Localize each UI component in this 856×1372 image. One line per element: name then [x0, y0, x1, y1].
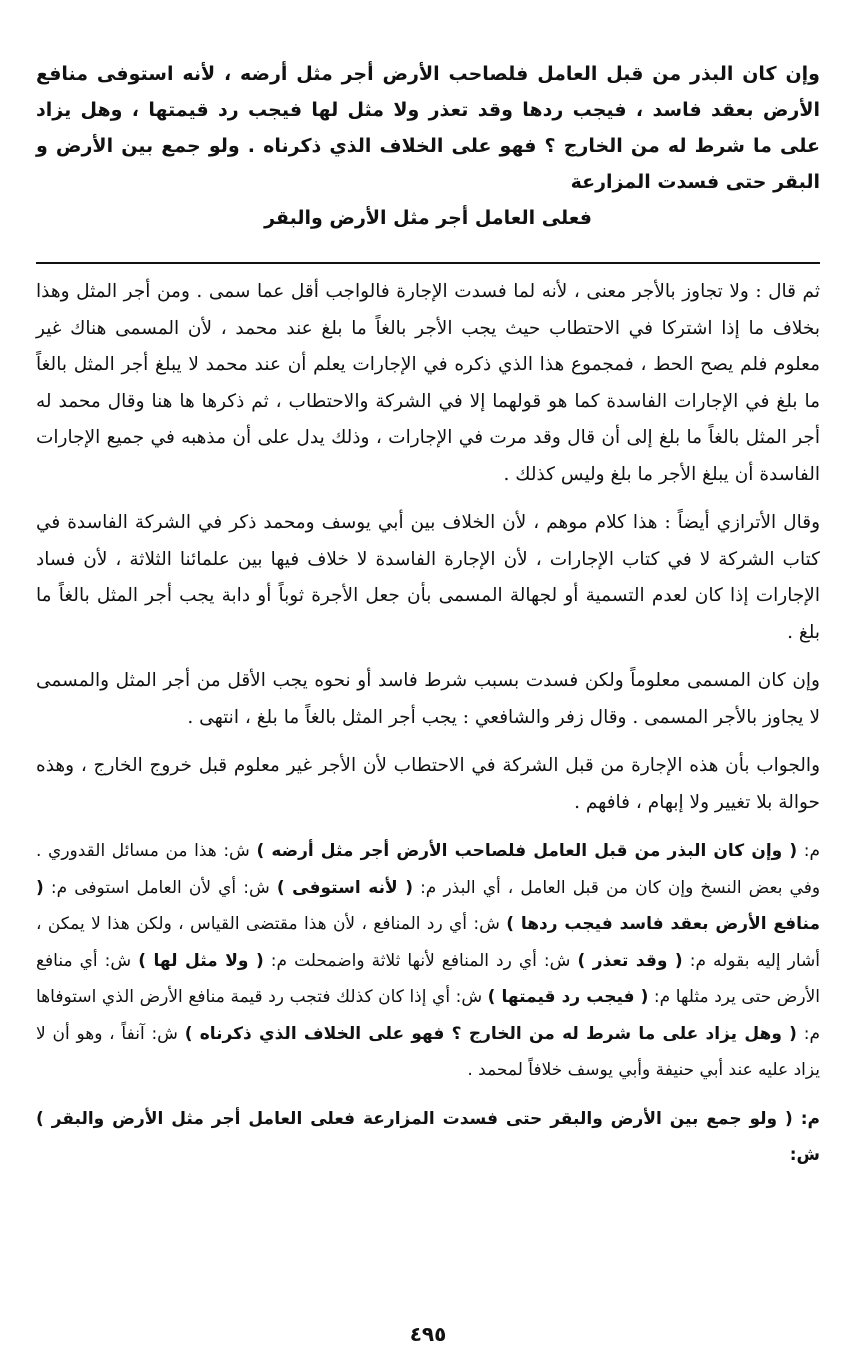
quoted-matn: ( منافع الأرض بعقد فاسد فيجب ردها )	[36, 877, 821, 934]
main-text: وإن كان البذر من قبل العامل فلصاحب الأرض أجر مثل أرضه ، لأنه استوفى منافع الأرض بعقد فاسد ، فيجب ردها وقد تعذر ولا مثل لها فيجب رد قيمتها ، وهل يزاد على ما شرط له من الخارج ؟ فهو على الخلاف الذي ذكرناه . ولو جمع بين الأرض و البقر حتى فسدت المزارعة	[36, 63, 820, 193]
sharh-text: ش: أي لأن العامل استوفى	[74, 877, 270, 898]
matn-marker: م:	[653, 987, 671, 1007]
sharh-text: ش: هذا من مسائل القدوري . وفي بعض النسخ وإن كان من قبل العامل ، أي البذر	[36, 841, 821, 898]
sharh-text: ش: أي رد المنافع لأنها ثلاثة واضمحلت	[294, 950, 571, 971]
separator-line	[36, 262, 820, 264]
quoted-matn: ( فيجب رد قيمتها )	[487, 987, 649, 1007]
matn-marker: م:	[803, 1023, 820, 1044]
matn-marker: م:	[270, 950, 288, 971]
commentary-block	[36, 274, 820, 1186]
final-matn-line: م: ( ولو جمع بين الأرض والبقر حتى فسدت المزارعة فعلى العامل أجر مثل الأرض والبقر ) ش:	[36, 1108, 820, 1165]
quoted-matn: ( ولا مثل لها )	[138, 950, 264, 971]
page-number: ٤٩٥	[409, 1322, 447, 1346]
matn-marker: م:	[689, 950, 707, 971]
annotated-paragraph	[36, 833, 820, 1089]
main-text-last-line: فعلى العامل أجر مثل الأرض والبقر	[264, 207, 592, 229]
quoted-matn: ( وإن كان البذر من قبل العامل فلصاحب الأرض أجر مثل أرضه )	[256, 841, 798, 861]
sharh-text: ش: أي رد المنافع ، لأن هذا مقتضى القياس ، ولكن هذا لا يمكن ، أشار إليه بقوله	[36, 914, 821, 971]
commentary-paragraph-3: وإن كان المسمى معلوماً ولكن فسدت بسبب شرط فاسد أو نحوه يجب الأقل من أجر المثل والمسمى لا يجاوز بالأجر المسمى . وقال زفر والشافعي : يجب أجر المثل بالغاً ما بلغ ، انتهى .	[36, 670, 820, 728]
quoted-matn: ( لأنه استوفى )	[276, 877, 413, 898]
sharh-text: ش: آنفاً ، وهو أن لا يزاد عليه عند أبي حنيفة وأبي يوسف خلافاً لمحمد .	[36, 1023, 820, 1080]
sharh-text: ش: أي منافع الأرض حتى يرد مثلها	[36, 950, 820, 1007]
main-text-block	[36, 56, 820, 240]
matn-marker: م:	[420, 877, 437, 898]
matn-marker: م:	[50, 877, 68, 898]
quoted-matn: ( وقد تعذر )	[577, 950, 683, 971]
commentary-paragraph-4: والجواب بأن هذه الإجارة من قبل الشركة في الاحتطاب لأن الأجر غير معلوم قبل خروج الخارج ، وهذه حوالة بلا تغيير ولا إبهام ، فافهم .	[36, 755, 820, 813]
quoted-matn: ( وهل يزاد على ما شرط له من الخارج ؟ فهو على الخلاف الذي ذكرناه )	[184, 1023, 797, 1044]
sharh-text: ش: أي إذا كان كذلك فتجب رد قيمة منافع الأرض الذي استوفاها	[36, 987, 483, 1007]
commentary-paragraph-2: وقال الأترازي أيضاً : هذا كلام موهم ، لأن الخلاف بين أبي يوسف ومحمد ذكر في الشركة الفاسدة في كتاب الشركة لا في كتاب الإجارات ، لأن الإجارة الفاسدة لا خلاف فيها بين علمائنا الثلاثة ، لأن فساد الإجارات إذا كان لعدم التسمية أو لجهالة المسمى بأن جعل الأجرة ثوباً أو دابة يجب أجر المثل بالغاً ما بلغ .	[36, 512, 820, 643]
matn-marker: م:	[803, 841, 821, 861]
commentary-paragraph-1: ثم قال : ولا تجاوز بالأجر معنى ، لأنه لما فسدت الإجارة فالواجب أقل عما سمى . ومن أجر المثل وهذا بخلاف ما إذا اشتركا في الاحتطاب حيث يجب الأجر بالغاً ما بلغ عند محمد ، لأن المسمى هناك غير معلوم فلم يصح الحط ، فمجموع هذا الذي ذكره في الإجارات يعلم أن عند محمد لا يبلغ أجر المثل بالغاً ما بلغ في الإجارات الفاسدة كما هو قولهما إلا في الشركة والاحتطاب ، ثم ذكرها ها هنا وقال محمد له أجر المثل بالغاً ما بلغ إلى أن قال وقد مرت في الإجارات ، وذلك يدل على أن مذهبه في جميع الإجارات الفاسدة أن يبلغ الأجر ما بلغ وليس كذلك .	[36, 281, 820, 485]
book-page	[36, 56, 820, 1356]
